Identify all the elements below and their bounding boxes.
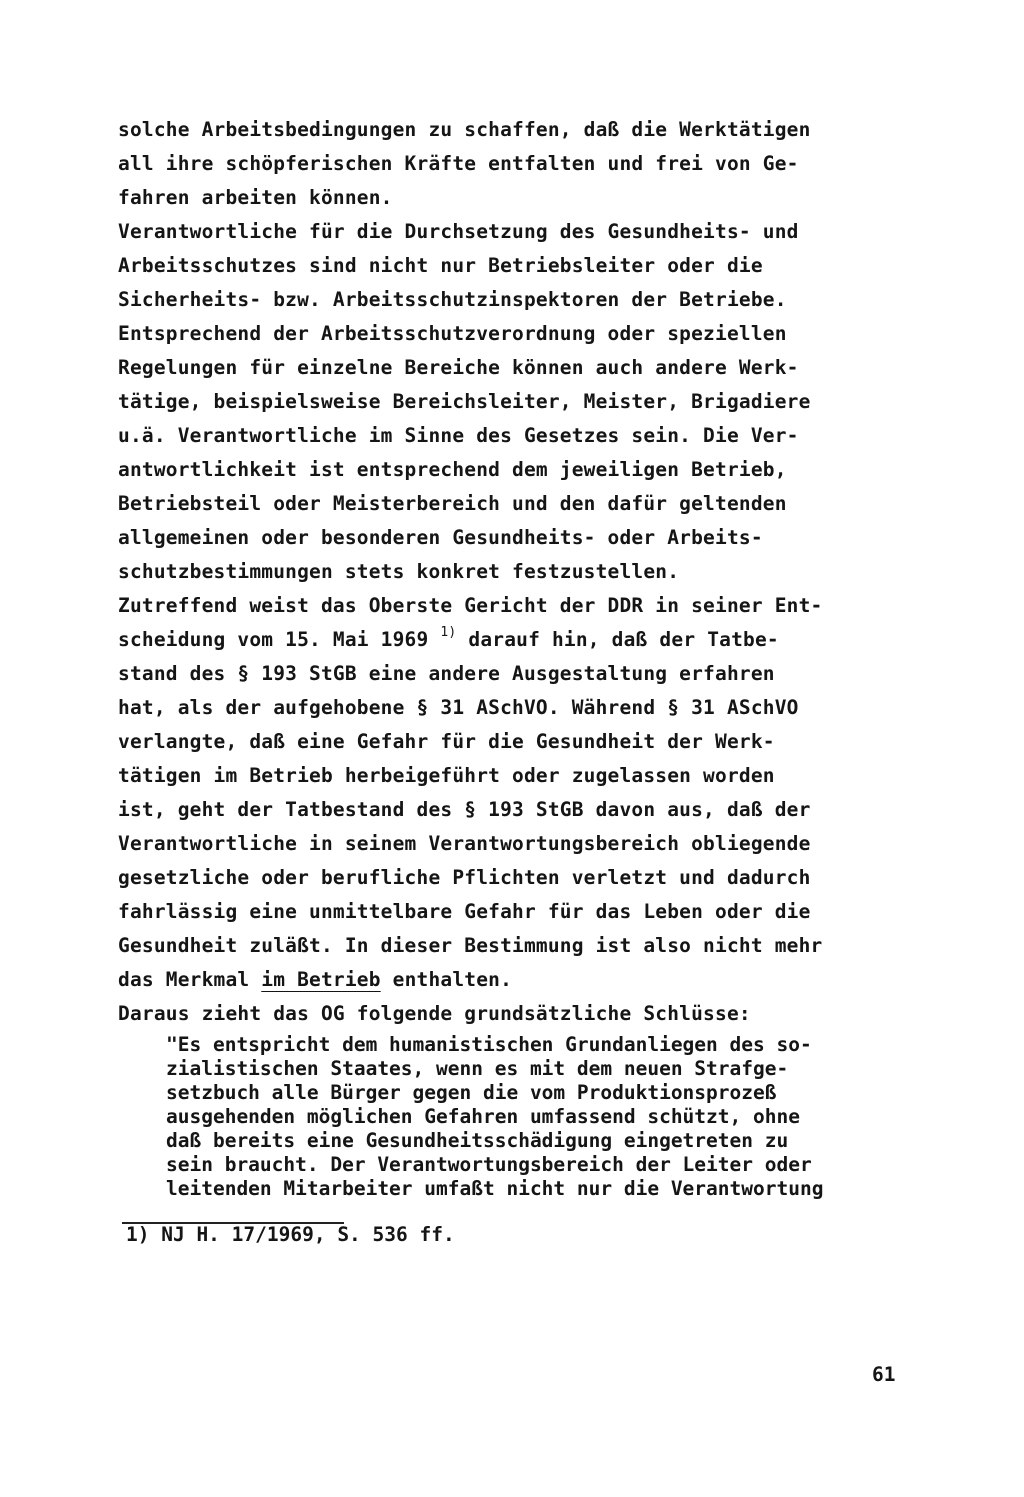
text-line: fahren arbeiten können. — [118, 186, 393, 209]
text-line: Betriebsteil oder Meisterbereich und den dafür geltenden — [118, 492, 787, 515]
text-segment: enthalten. — [380, 968, 513, 991]
text-line: ist, geht der Tatbestand des § 193 StGB davon aus, daß der — [118, 798, 811, 821]
text-line: fahrlässig eine unmittelbare Gefahr für das Leben oder die — [118, 900, 811, 923]
text-line: Gesundheit zuläßt. In dieser Bestimmung ist also nicht mehr — [118, 934, 823, 957]
quote-line: leitenden Mitarbeiter umfaßt nicht nur die Verantwortung — [166, 1177, 824, 1200]
body-text — [118, 113, 918, 1031]
text-line: Regelungen für einzelne Bereiche können auch andere Werk- — [118, 356, 799, 379]
text-line: Zutreffend weist das Oberste Gericht der DDR in seiner Ent- — [118, 594, 823, 617]
text-line: verlangte, daß eine Gefahr für die Gesundheit der Werk- — [118, 730, 775, 753]
text-line: tätige, beispielsweise Bereichsleiter, Meister, Brigadiere — [118, 390, 811, 413]
text-line: Verantwortliche in seinem Verantwortungsbereich obliegende — [118, 832, 811, 855]
text-line: tätigen im Betrieb herbeigeführt oder zugelassen worden — [118, 764, 775, 787]
text-segment: scheidung vom 15. Mai 1969 — [118, 628, 441, 651]
quote-line: setzbuch alle Bürger gegen die vom Produktionsprozeß — [166, 1081, 777, 1104]
text-segment: das Merkmal — [118, 968, 262, 991]
footnote: 1) NJ H. 17/1969, S. 536 ff. — [126, 1223, 455, 1246]
block-quote — [166, 1033, 956, 1201]
text-line-with-underline — [118, 963, 918, 997]
text-line: stand des § 193 StGB eine andere Ausgestaltung erfahren — [118, 662, 775, 685]
text-line-with-footnote-ref — [118, 623, 918, 657]
text-line: Verantwortliche für die Durchsetzung des Gesundheits- und — [118, 220, 799, 243]
quote-line: daß bereits eine Gesundheitsschädigung eingetreten zu — [166, 1129, 789, 1152]
quote-line: sein braucht. Der Verantwortungsbereich der Leiter oder — [166, 1153, 812, 1176]
text-line: antwortlichkeit ist entsprechend dem jeweiligen Betrieb, — [118, 458, 787, 481]
text-line: Entsprechend der Arbeitsschutzverordnung oder speziellen — [118, 322, 787, 345]
text-segment: darauf hin, daß der Tatbe- — [456, 628, 779, 651]
text-line: Sicherheits- bzw. Arbeitsschutzinspektoren der Betriebe. — [118, 288, 787, 311]
footnote-reference: 1) — [440, 625, 457, 640]
underlined-phrase: im Betrieb — [261, 968, 381, 991]
quote-line: "Es entspricht dem humanistischen Grundanliegen des so- — [166, 1033, 812, 1056]
text-line: gesetzliche oder berufliche Pflichten verletzt und dadurch — [118, 866, 811, 889]
text-line: allgemeinen oder besonderen Gesundheits- oder Arbeits- — [118, 526, 763, 549]
text-line: schutzbestimmungen stets konkret festzustellen. — [118, 560, 680, 583]
text-line: u.ä. Verantwortliche im Sinne des Gesetzes sein. Die Ver- — [118, 424, 799, 447]
page-number: 61 — [872, 1363, 896, 1386]
text-line: all ihre schöpferischen Kräfte entfalten und frei von Ge- — [118, 152, 799, 175]
quote-line: ausgehenden möglichen Gefahren umfassend schützt, ohne — [166, 1105, 800, 1128]
text-line: solche Arbeitsbedingungen zu schaffen, daß die Werktätigen — [118, 118, 811, 141]
quote-line: zialistischen Staates, wenn es mit dem neuen Strafge- — [166, 1057, 789, 1080]
text-line: hat, als der aufgehobene § 31 ASchVO. Während § 31 ASchVO — [118, 696, 799, 719]
text-line: Arbeitsschutzes sind nicht nur Betriebsleiter oder die — [118, 254, 763, 277]
text-line: Daraus zieht das OG folgende grundsätzliche Schlüsse: — [118, 1002, 751, 1025]
